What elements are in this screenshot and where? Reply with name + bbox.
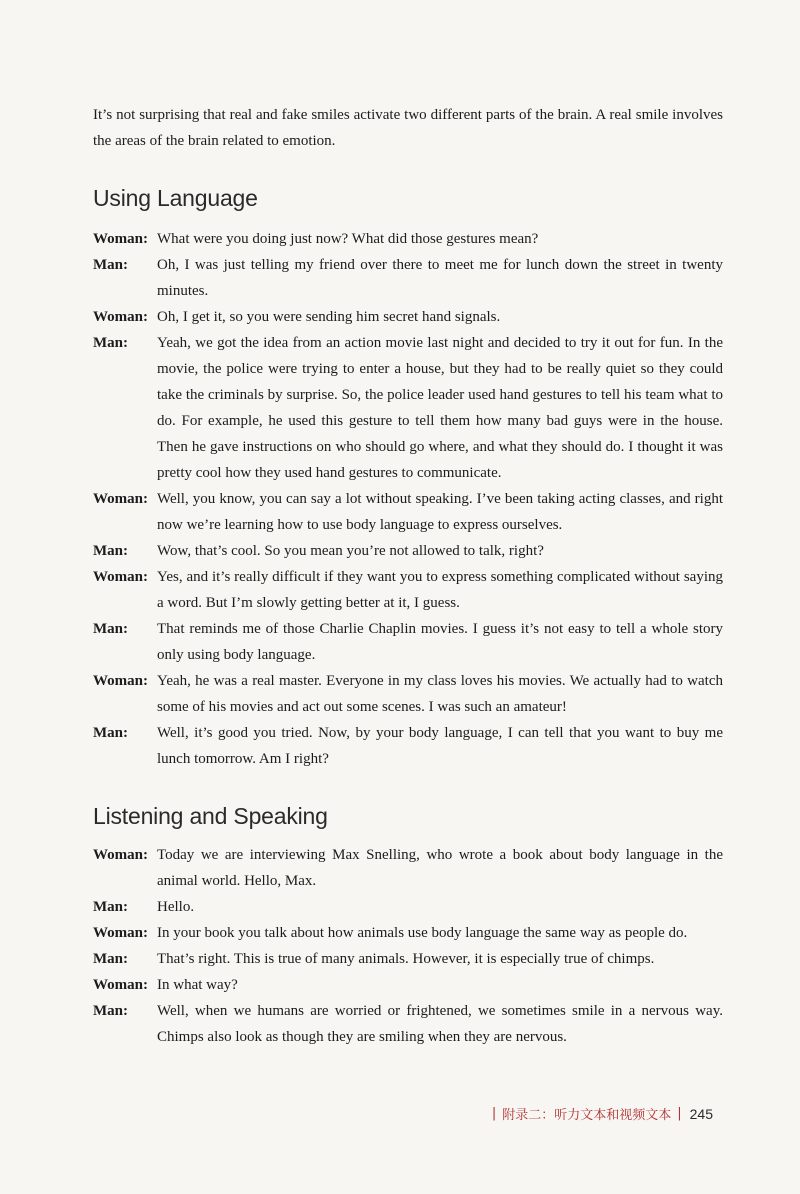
dialogue-text: Well, you know, you can say a lot without speaking. I’ve been taking acting classes, and right now we’re learning how to use body language to express ourselves. <box>157 491 723 533</box>
dialogue-line <box>93 720 723 772</box>
dialogue-line <box>93 486 723 538</box>
dialogue-line <box>93 330 723 486</box>
dialogue-text: Today we are interviewing Max Snelling, who wrote a book about body language in the animal world. Hello, Max. <box>157 847 723 889</box>
dialogue-listening-speaking <box>93 842 723 1050</box>
speaker-label: Man: <box>93 257 128 273</box>
speaker-label: Woman: <box>93 231 149 247</box>
dialogue-text: In your book you talk about how animals use body language the same way as people do. <box>157 925 688 941</box>
speaker-label: Woman: <box>93 491 149 507</box>
speaker-label: Man: <box>93 725 128 741</box>
dialogue-text: Yeah, we got the idea from an action movie last night and decided to try it out for fun. In the movie, the police were trying to enter a house, but they had to be really quiet so they could take the criminals by surprise. So, the police leader used hand gestures to tell his team what to do. For example, he used this gesture to tell them how many bad guys were in the house. Then he gave instructions on who should go where, and what they should do. I thought it was pretty cool how they used hand gestures to communicate. <box>157 335 723 481</box>
dialogue-text: Well, when we humans are worried or frightened, we sometimes smile in a nervous way. Chimps also look as though they are smiling when they are nervous. <box>157 1003 723 1045</box>
dialogue-line <box>93 564 723 616</box>
dialogue-line <box>93 226 723 252</box>
speaker-label: Man: <box>93 621 128 637</box>
dialogue-line <box>93 972 723 998</box>
footer-divider: | <box>491 1106 497 1121</box>
dialogue-text: In what way? <box>157 977 238 993</box>
speaker-label: Woman: <box>93 925 149 941</box>
speaker-label: Man: <box>93 543 128 559</box>
page-number: 245 <box>689 1105 713 1122</box>
dialogue-line <box>93 538 723 564</box>
dialogue-text: That reminds me of those Charlie Chaplin movies. I guess it’s not easy to tell a whole story only using body language. <box>157 621 723 663</box>
dialogue-line <box>93 668 723 720</box>
dialogue-text: Yes, and it’s really difficult if they want you to express something complicated without saying a word. But I’m slowly getting better at it, I guess. <box>157 569 723 611</box>
dialogue-text: That’s right. This is true of many animals. However, it is especially true of chimps. <box>157 951 655 967</box>
speaker-label: Woman: <box>93 673 149 689</box>
speaker-label: Man: <box>93 1003 128 1019</box>
dialogue-text: Well, it’s good you tried. Now, by your body language, I can tell that you want to buy me lunch tomorrow. Am I right? <box>157 725 723 767</box>
dialogue-line <box>93 894 723 920</box>
intro-paragraph: It’s not surprising that real and fake smiles activate two different parts of the brain. A real smile involves the areas of the brain related to emotion. <box>93 107 723 149</box>
speaker-label: Woman: <box>93 569 149 585</box>
page-footer <box>486 1104 713 1123</box>
dialogue-line <box>93 252 723 304</box>
dialogue-text: Wow, that’s cool. So you mean you’re not allowed to talk, right? <box>157 543 544 559</box>
section-title-using-language: Using Language <box>93 185 258 211</box>
speaker-label: Woman: <box>93 309 149 325</box>
dialogue-text: Hello. <box>157 899 195 915</box>
dialogue-line <box>93 842 723 894</box>
dialogue-line <box>93 304 723 330</box>
dialogue-text: Yeah, he was a real master. Everyone in my class loves his movies. We actually had to watch some of his movies and act out some scenes. I was such an amateur! <box>157 673 723 715</box>
speaker-label: Man: <box>93 951 128 967</box>
footer-divider: | <box>677 1106 682 1121</box>
footer-label: 附录二：听力文本和视频文本 <box>502 1108 672 1123</box>
speaker-label: Man: <box>93 335 128 351</box>
section-title-listening-speaking: Listening and Speaking <box>93 803 328 829</box>
dialogue-text: Oh, I was just telling my friend over there to meet me for lunch down the street in twenty minutes. <box>157 257 723 299</box>
speaker-label: Man: <box>93 899 128 915</box>
dialogue-line <box>93 920 723 946</box>
speaker-label: Woman: <box>93 977 149 993</box>
dialogue-using-language <box>93 226 723 772</box>
dialogue-text: Oh, I get it, so you were sending him secret hand signals. <box>157 309 501 325</box>
dialogue-line <box>93 998 723 1050</box>
dialogue-line <box>93 946 723 972</box>
dialogue-text: What were you doing just now? What did those gestures mean? <box>157 231 539 247</box>
speaker-label: Woman: <box>93 847 149 863</box>
dialogue-line <box>93 616 723 668</box>
